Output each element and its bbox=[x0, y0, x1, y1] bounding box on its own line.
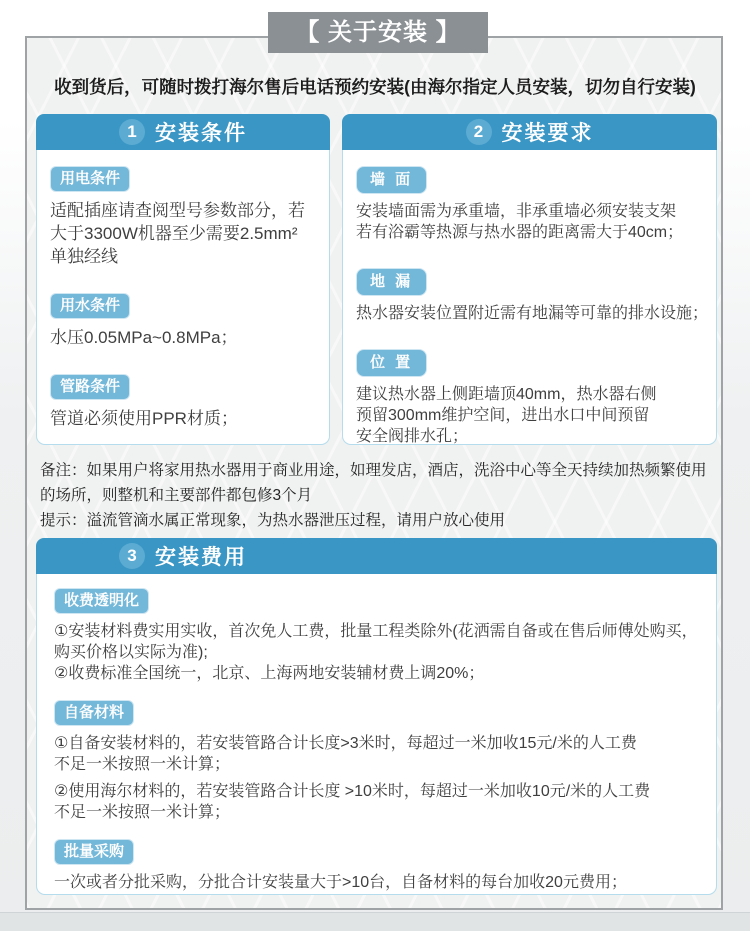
text-line: ②收费标准全国统一，北京、上海两地安装辅材费上调20%； bbox=[54, 665, 485, 682]
panel-install-requirements bbox=[342, 114, 717, 445]
section-tag: 收费透明化 bbox=[54, 588, 149, 614]
note-line: 提示：溢流管滴水属正常现象，为热水器泄压过程，请用户放心使用 bbox=[40, 512, 506, 529]
text-line: 热水器安装位置附近需有地漏等可靠的排水设施； bbox=[356, 305, 709, 322]
fee-item-transparent-pricing bbox=[54, 588, 699, 684]
text-line: 不足一米按照一米计算； bbox=[54, 756, 231, 773]
note-line: 备注：如果用户将家用热水器用于商业用途，如理发店，酒店，洗浴中心等全天持续加热频繁使用 bbox=[40, 462, 707, 479]
fee-item-bulk-purchase bbox=[54, 839, 699, 893]
panel-title: 安装条件 bbox=[155, 122, 247, 145]
panel-number-badge: 1 bbox=[119, 119, 145, 145]
panel-install-fees bbox=[36, 538, 717, 895]
requirement-item-wall bbox=[356, 166, 703, 243]
item-text bbox=[356, 303, 709, 324]
panel-title: 安装要求 bbox=[501, 122, 594, 145]
text-line: 不足一米按照一米计算； bbox=[54, 804, 231, 821]
panel-install-conditions bbox=[36, 114, 330, 445]
notes bbox=[40, 458, 716, 533]
item-text bbox=[54, 621, 699, 684]
text-line: ②使用海尔材料的，若安装管路合计长度 >10米时，每超过一米加收10元/米的人工费 bbox=[54, 783, 651, 800]
section-tag: 墙 面 bbox=[356, 166, 427, 194]
condition-item-water bbox=[50, 293, 316, 349]
section-tag: 位 置 bbox=[356, 349, 427, 377]
item-text bbox=[356, 384, 703, 447]
text-line: 管道必须使用PPR材质； bbox=[50, 409, 238, 428]
condition-item-pipe bbox=[50, 374, 316, 430]
text-line: 安装墙面需为承重墙，非承重墙必须安装支架 bbox=[356, 203, 677, 220]
text-line: 适配插座请查阅型号参数部分，若 bbox=[50, 201, 305, 220]
panel-body bbox=[36, 574, 717, 895]
panel-number-badge: 2 bbox=[466, 119, 492, 145]
text-line: 大于3300W机器至少需要2.5mm² bbox=[50, 224, 298, 243]
item-text bbox=[54, 872, 699, 893]
panel-header bbox=[36, 538, 717, 574]
panel-header-inner bbox=[36, 114, 330, 150]
section-tag: 地 漏 bbox=[356, 268, 427, 296]
text-line: 购买价格以实际为准); bbox=[54, 644, 208, 661]
section-tag: 用电条件 bbox=[50, 166, 130, 192]
text-line: 建议热水器上侧距墙顶40mm，热水器右侧 bbox=[356, 386, 657, 403]
panel-header bbox=[36, 114, 330, 150]
panel-title: 安装费用 bbox=[155, 546, 247, 569]
text-line: ①自备安装材料的，若安装管路合计长度>3米时，每超过一米加收15元/米的人工费 bbox=[54, 735, 637, 752]
text-line: 预留300mm维护空间，进出水口中间预留 bbox=[356, 407, 650, 424]
panel-body bbox=[36, 150, 330, 445]
banner-title: 【 关于安装 】 bbox=[295, 19, 461, 46]
text-line: 水压0.05MPa~0.8MPa； bbox=[50, 328, 238, 347]
item-text bbox=[54, 733, 699, 823]
panel-number-badge: 3 bbox=[119, 543, 145, 569]
text-line: 安全阀排水孔； bbox=[356, 428, 469, 445]
item-text bbox=[50, 199, 316, 268]
item-text bbox=[50, 407, 316, 430]
note-line: 的场所，则整机和主要部件都包修3个月 bbox=[40, 487, 313, 504]
item-text bbox=[50, 326, 316, 349]
text-line: 一次或者分批采购，分批合计安装量大于>10台，自备材料的每台加收20元费用； bbox=[54, 874, 627, 891]
text-line: ①安装材料费实用实收，首次免人工费，批量工程类除外(花洒需自备或在售后师傅处购买， bbox=[54, 623, 698, 640]
text-line: 若有浴霸等热源与热水器的距离需大于40cm； bbox=[356, 224, 684, 241]
panel-body bbox=[342, 150, 717, 445]
panel-header bbox=[342, 114, 717, 150]
requirement-item-drain bbox=[356, 268, 709, 324]
section-tag: 用水条件 bbox=[50, 293, 130, 319]
condition-item-power bbox=[50, 166, 316, 268]
requirement-item-position bbox=[356, 349, 703, 447]
section-tag: 批量采购 bbox=[54, 839, 134, 865]
section-tag: 管路条件 bbox=[50, 374, 130, 400]
text-line: 单独经线 bbox=[50, 247, 118, 266]
fee-item-own-materials bbox=[54, 700, 699, 823]
section-tag: 自备材料 bbox=[54, 700, 134, 726]
panel-header-inner bbox=[36, 538, 330, 574]
page-bottom-strip bbox=[0, 912, 750, 931]
page-banner bbox=[268, 12, 488, 53]
item-text bbox=[356, 201, 703, 243]
panel-header-inner bbox=[342, 114, 717, 150]
intro-text: 收到货后，可随时拨打海尔售后电话预约安装(由海尔指定人员安装，切勿自行安装) bbox=[54, 77, 696, 97]
